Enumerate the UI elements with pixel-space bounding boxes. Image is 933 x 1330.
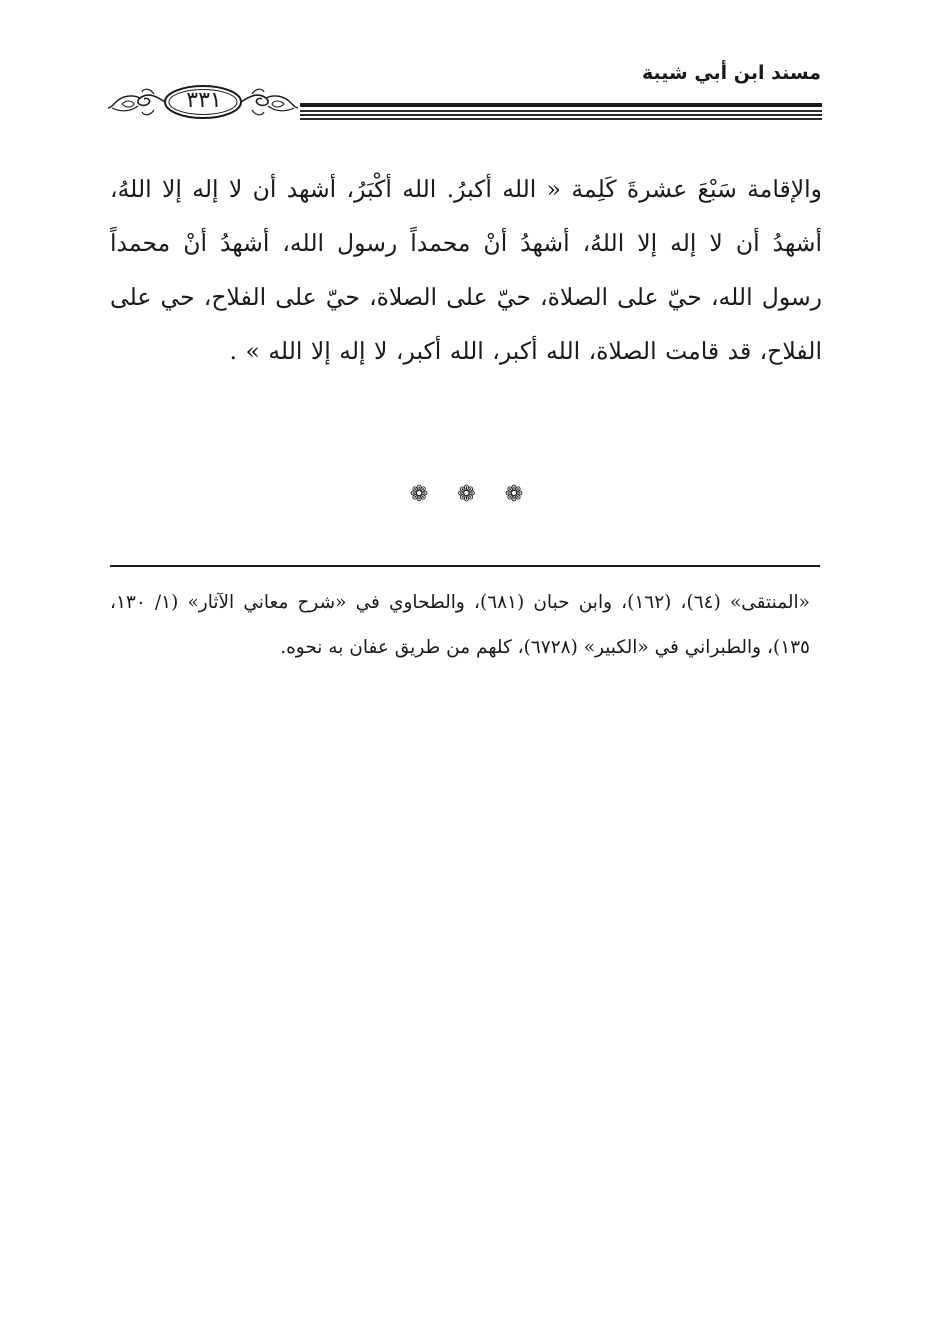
flower-ornament-icon: ❁ [409,482,429,507]
footnote-text: «المنتقى» (٦٤)، (١٦٢)، وابن حبان (٦٨١)، والطحاوي في «شرح معاني الآثار» (١/ ١٣٠، ١٣٥)، والطبراني في «الكبير» (٦٧٢٨)، كلهم من طريق عفان به نحوه. [110,592,810,658]
page-header [0,0,933,140]
body-paragraph: والإقامة سَبْعَ عشرةَ كَلِمة « الله أكبرُ. الله أكْبَرُ، أشهد أن لا إله إلا اللهُ، أشهدُ أن لا إله إلا اللهُ، أشهدُ أنْ محمداً رسول الله، أشهدُ أنْ محمداً رسول الله، حيّ على الصلاة، حيّ على الصلاة، حيّ على الفلاح، حي على الفلاح، قد قامت الصلاة، الله أكبر، الله أكبر، لا إله إلا الله » . [110,175,822,365]
header-thin-rule [300,110,822,112]
header-double-rule [300,103,822,123]
footnote-divider [110,565,820,567]
flower-ornament-icon: ❁ [504,482,524,507]
flower-ornament-icon: ❁ [457,482,476,507]
section-separator [0,482,933,507]
page-number: ٣٣١ [186,88,222,113]
header-thick-rule [300,103,822,107]
book-title: مسند ابن أبي شيبة [641,62,821,84]
header-thin-rule [300,118,822,120]
header-thin-rule [300,114,822,116]
